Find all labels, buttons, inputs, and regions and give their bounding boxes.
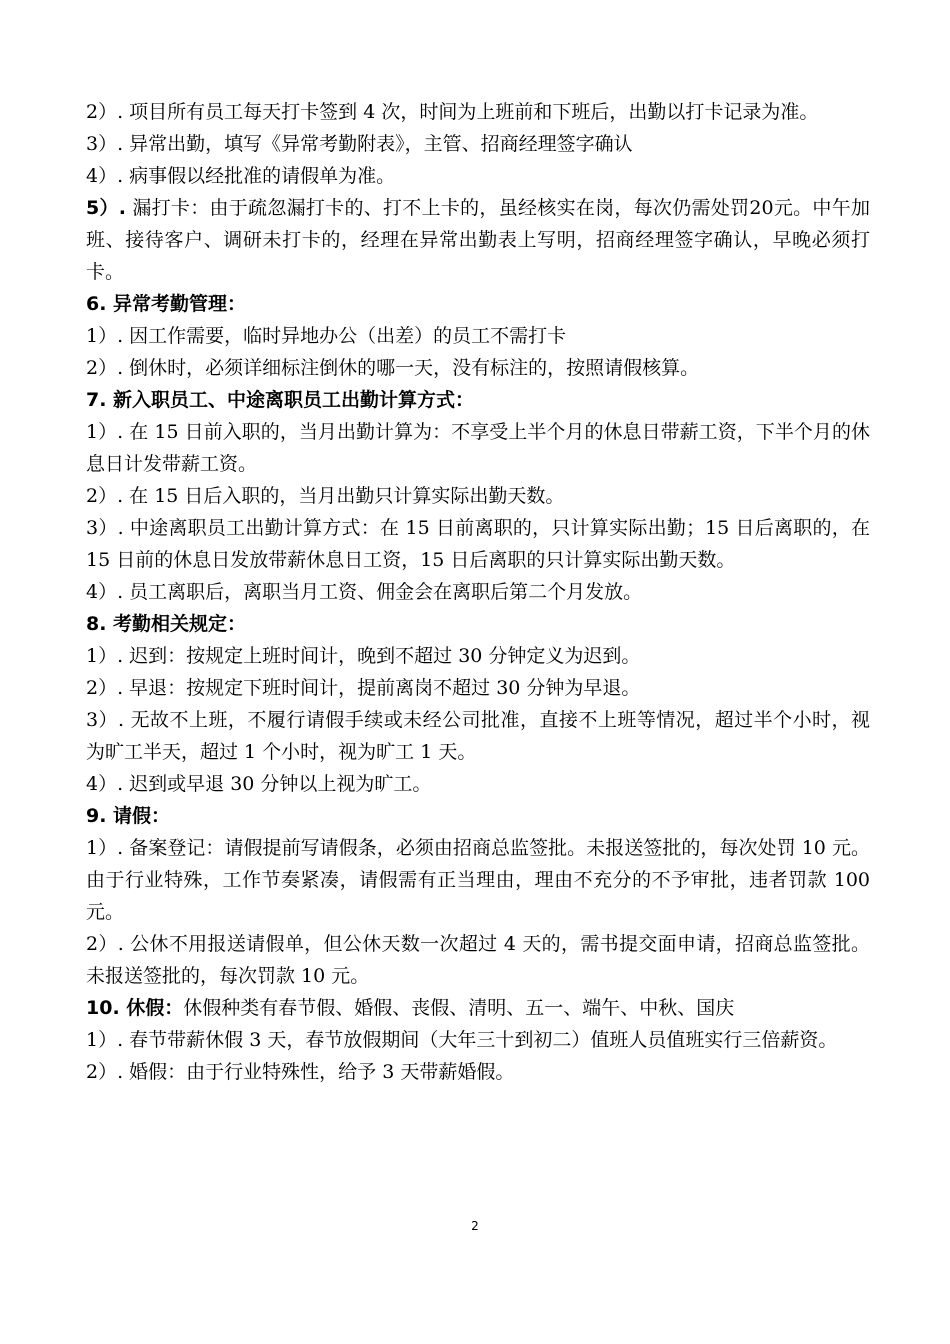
paragraph-text: 3）. 无故不上班，不履行请假手续或未经公司批准，直接不上班等情况，超过半个小时，视为旷工半天，超过 1 个小时，视为旷工 1 天。	[86, 709, 870, 763]
paragraph-text: 4）. 迟到或早退 30 分钟以上视为旷工。	[86, 773, 432, 795]
paragraph-text: 漏打卡：由于疏忽漏打卡的、打不上卡的，虽经核实在岗，每次仍需处罚20元。中午加班、接待客户、调研未打卡的，经理在异常出勤表上写明，招商经理签字确认，早晚必须打卡。	[86, 197, 870, 283]
paragraph	[86, 640, 870, 672]
paragraph-text: 3）. 异常出勤，填写《异常考勤附表》，主管、招商经理签字确认	[86, 133, 633, 155]
paragraph-lead: 10. 休假：	[86, 997, 184, 1019]
heading-text: 8. 考勤相关规定：	[86, 613, 247, 635]
paragraph	[86, 320, 870, 352]
heading-text: 7. 新入职员工、中途离职员工出勤计算方式：	[86, 389, 475, 411]
paragraph	[86, 192, 870, 288]
heading-text: 9. 请假：	[86, 805, 171, 827]
paragraph	[86, 704, 870, 768]
paragraph	[86, 352, 870, 384]
paragraph-text: 1）. 因工作需要，临时异地办公（出差）的员工不需打卡	[86, 325, 567, 347]
paragraph	[86, 768, 870, 800]
paragraph	[86, 576, 870, 608]
section-heading	[86, 384, 870, 416]
paragraph	[86, 928, 870, 992]
paragraph	[86, 480, 870, 512]
page-number: 2	[471, 1219, 479, 1233]
paragraph-text: 2）. 公休不用报送请假单，但公休天数一次超过 4 天的，需书提交面申请，招商总监签批。未报送签批的，每次罚款 10 元。	[86, 933, 870, 987]
section-heading	[86, 608, 870, 640]
paragraph	[86, 992, 870, 1024]
paragraph-text: 2）. 在 15 日后入职的，当月出勤只计算实际出勤天数。	[86, 485, 565, 507]
paragraph-text: 1）. 备案登记：请假提前写请假条，必须由招商总监签批。未报送签批的，每次处罚 10 元。由于行业特殊，工作节奏紧凑，请假需有正当理由，理由不充分的不予审批，违者罚款 100 元。	[86, 837, 870, 923]
paragraph-text: 1）. 在 15 日前入职的，当月出勤计算为：不享受上半个月的休息日带薪工资，下半个月的休息日计发带薪工资。	[86, 421, 870, 475]
paragraph-text: 2）. 早退：按规定下班时间计，提前离岗不超过 30 分钟为早退。	[86, 677, 641, 699]
paragraph-text: 休假种类有春节假、婚假、丧假、清明、五一、端午、中秋、国庆	[183, 997, 735, 1019]
paragraph	[86, 672, 870, 704]
paragraph	[86, 512, 870, 576]
paragraph	[86, 128, 870, 160]
paragraph	[86, 96, 870, 128]
paragraph-text: 4）. 员工离职后，离职当月工资、佣金会在离职后第二个月发放。	[86, 581, 643, 603]
paragraph	[86, 416, 870, 480]
paragraph-text: 2）. 项目所有员工每天打卡签到 4 次，时间为上班前和下班后，出勤以打卡记录为准。	[86, 101, 819, 123]
document-body	[86, 96, 870, 1088]
section-heading	[86, 800, 870, 832]
heading-text: 6. 异常考勤管理：	[86, 293, 247, 315]
paragraph-text: 4）. 病事假以经批准的请假单为准。	[86, 165, 396, 187]
paragraph-lead: 5）.	[86, 197, 127, 219]
paragraph-text: 1）. 迟到：按规定上班时间计，晚到不超过 30 分钟定义为迟到。	[86, 645, 641, 667]
paragraph	[86, 1056, 870, 1088]
paragraph-text: 2）. 婚假：由于行业特殊性，给予 3 天带薪婚假。	[86, 1061, 515, 1083]
paragraph	[86, 832, 870, 928]
paragraph	[86, 1024, 870, 1056]
paragraph	[86, 160, 870, 192]
paragraph-text: 1）. 春节带薪休假 3 天，春节放假期间（大年三十到初二）值班人员值班实行三倍薪资。	[86, 1029, 838, 1051]
paragraph-text: 3）. 中途离职员工出勤计算方式：在 15 日前离职的，只计算实际出勤；15 日后离职的，在 15 日前的休息日发放带薪休息日工资，15 日后离职的只计算实际出勤天数。	[86, 517, 870, 571]
paragraph-text: 2）. 倒休时，必须详细标注倒休的哪一天，没有标注的，按照请假核算。	[86, 357, 700, 379]
section-heading	[86, 288, 870, 320]
